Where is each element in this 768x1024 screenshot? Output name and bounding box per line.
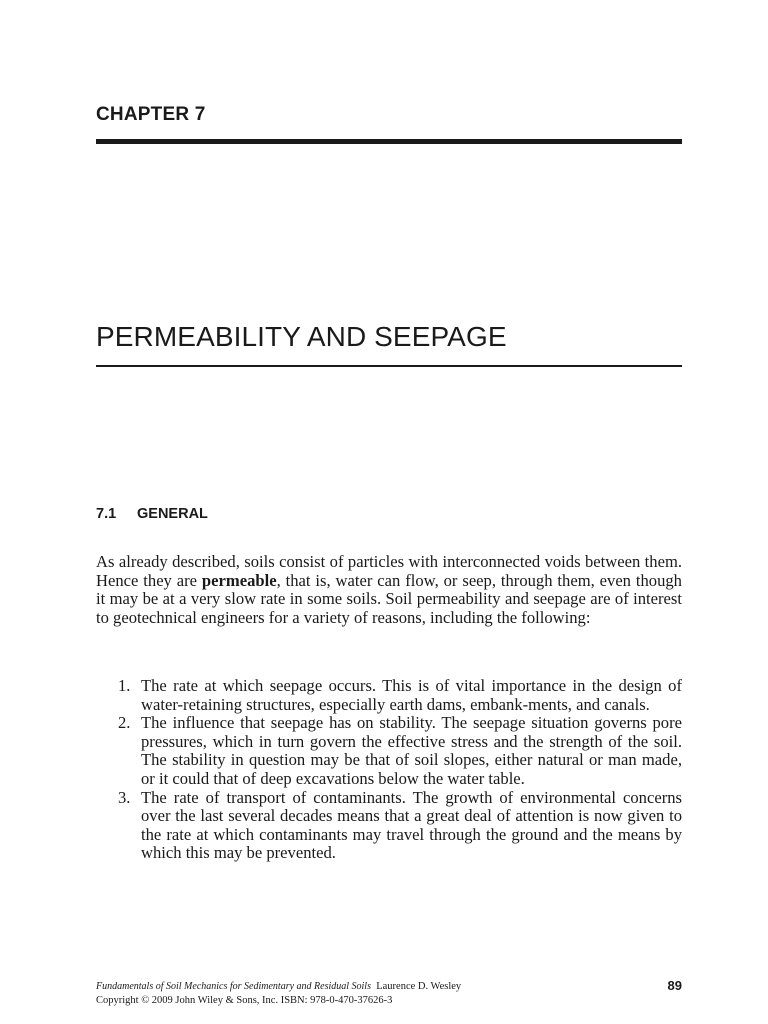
title-rule [96,365,682,367]
intro-text-start: As already described, soils consist of particles with interconnected voids between them. Hence they are [96,552,682,590]
list-item-number: 1. [118,676,131,695]
list-item-number: 3. [118,787,131,807]
section-heading [96,506,208,522]
list-item-text: The rate of transport of contaminants. The growth of environmental concerns over the last several decades means that a great deal of attention is now given to the rate at which contaminants may travel through the ground and the means by which this may be prevented. [141,787,682,863]
intro-text-end: , that is, water can flow, or seep, through them, even though it may be at a very slow rate in some soils. Soil permeability and seepage are of interest to geotechnical engineers for a variety of reasons, including the following: [96,570,682,627]
section-number: 7.1 [96,506,117,522]
reasons-list [118,677,682,863]
page-number: 89 [667,978,682,993]
chapter-rule [96,139,682,144]
chapter-title: PERMEABILITY AND SEEPAGE [96,321,507,352]
section-title: GENERAL [137,506,208,522]
intro-bold-term: permeable [201,570,277,590]
intro-paragraph [96,553,682,627]
page-footer [96,980,682,1008]
footer-author: Laurence D. Wesley [376,981,462,992]
chapter-label: CHAPTER 7 [96,104,206,125]
footer-book-title: Fundamentals of Soil Mechanics for Sedimentary and Residual Soils [96,981,371,992]
book-page [96,0,682,1024]
list-item-number: 2. [118,713,131,733]
list-item [118,677,682,714]
footer-citation [96,980,682,994]
list-item-text: The rate at which seepage occurs. This is of vital importance in the design of water-retaining structures, especially earth dams, embank-ments, and canals. [141,676,682,714]
list-item-text: The influence that seepage has on stability. The seepage situation governs pore pressures, which in turn govern the effective stress and the strength of the soil. The stability in question may be that of soil slopes, either natural or man made, or it could that of deep excavations below the water table. [141,713,682,788]
footer-copyright: Copyright © 2009 John Wiley & Sons, Inc. ISBN: 978-0-470-37626-3 [96,995,393,1006]
list-item [118,714,682,788]
list-item [118,789,682,863]
